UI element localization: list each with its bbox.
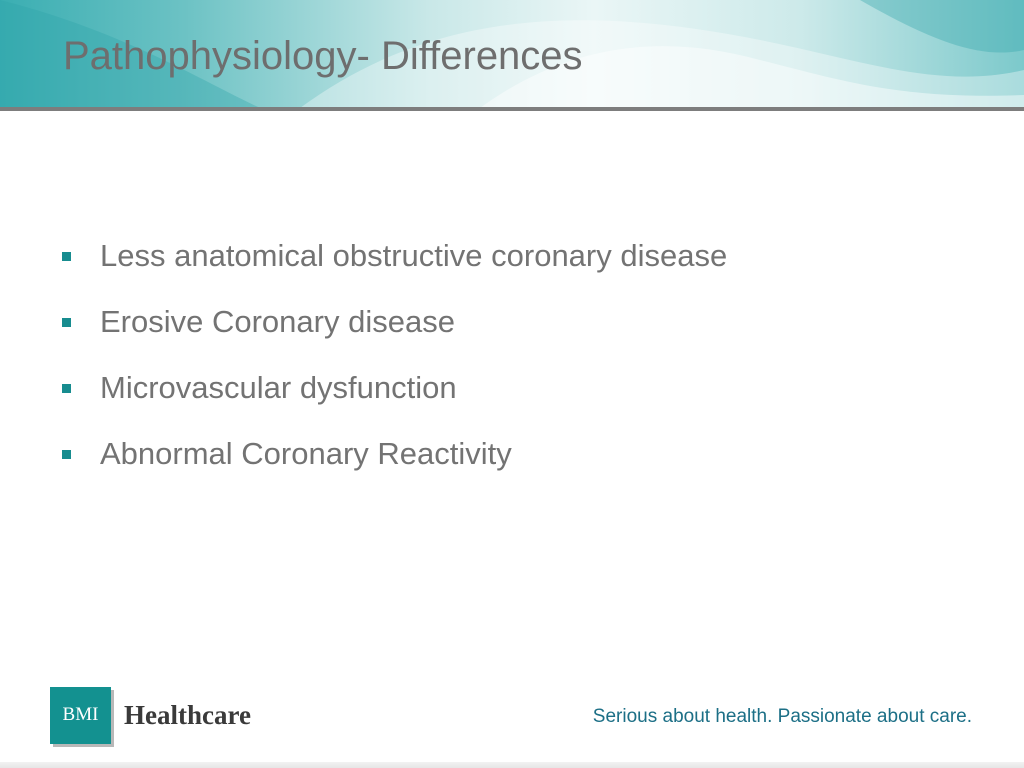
- bullet-item: [62, 368, 727, 434]
- bullet-text: Erosive Coronary disease: [100, 304, 455, 339]
- footer-divider: [0, 762, 1024, 768]
- bullet-item: [62, 236, 727, 302]
- footer-tagline: Serious about health. Passionate about care.: [592, 706, 972, 727]
- bullet-item: [62, 434, 727, 500]
- square-bullet-icon: [62, 450, 71, 459]
- bmi-healthcare-logo: [50, 684, 251, 746]
- header-band: [0, 0, 1024, 108]
- logo-wordmark: Healthcare: [124, 699, 251, 730]
- bullet-text: Abnormal Coronary Reactivity: [100, 436, 512, 471]
- square-bullet-icon: [62, 384, 71, 393]
- logo-mark-text: BMI: [62, 704, 99, 725]
- square-bullet-icon: [62, 318, 71, 327]
- header-divider: [0, 107, 1024, 111]
- slide-title: Pathophysiology- Differences: [63, 34, 583, 78]
- bullet-text: Microvascular dysfunction: [100, 370, 457, 405]
- square-bullet-icon: [62, 252, 71, 261]
- bullet-text: Less anatomical obstructive coronary disease: [100, 238, 728, 273]
- bullet-list: [62, 236, 727, 500]
- logo-mark: [50, 687, 111, 744]
- bullet-item: [62, 302, 727, 368]
